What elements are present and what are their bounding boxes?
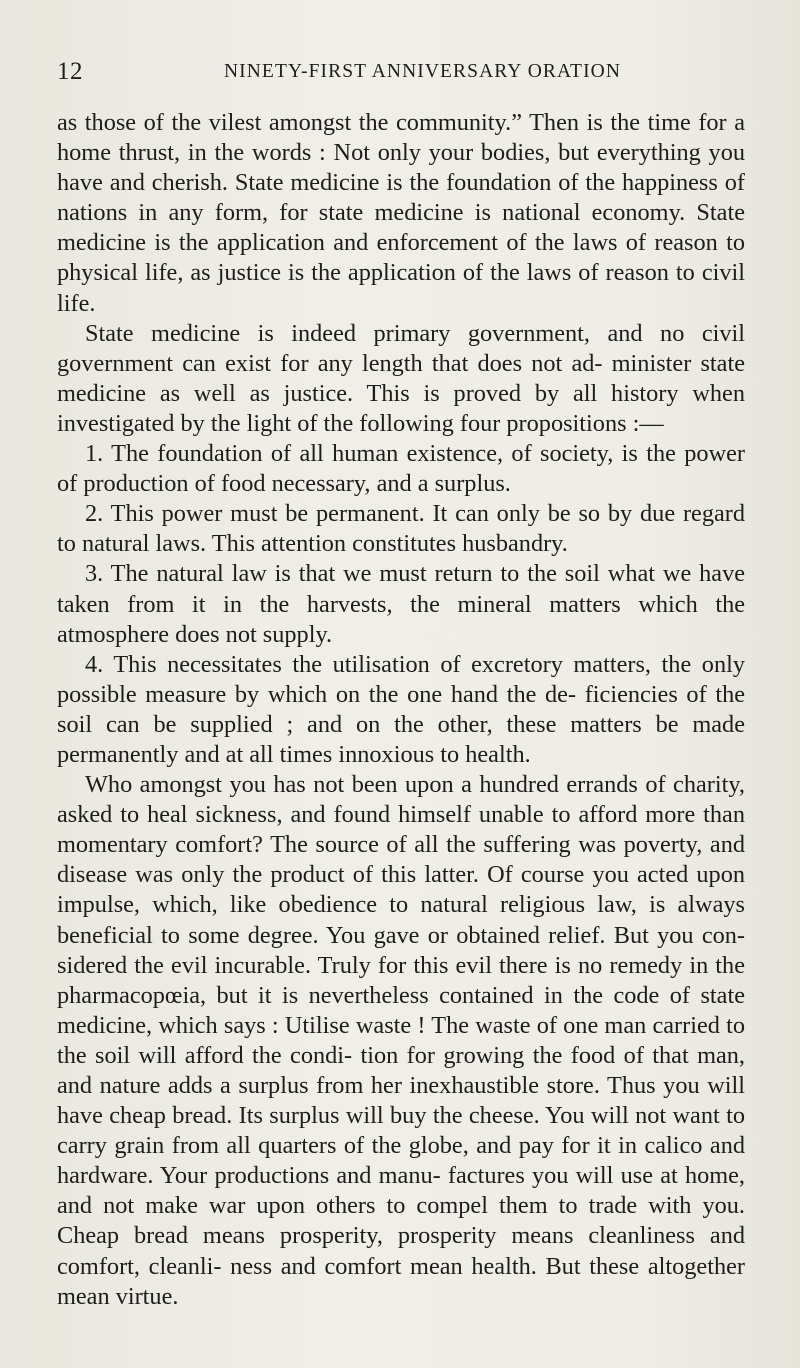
proposition-1: 1. The foundation of all human existence, of society, is the power of production of food necessary, and a surplus.	[57, 440, 745, 498]
running-head: NINETY-FIRST ANNIVERSARY ORATION	[223, 61, 622, 82]
proposition-3: 3. The natural law is that we must return to the soil what we have taken from it in the harvests, the mineral matters which the atmosphere does not supply.	[57, 560, 745, 648]
body-text	[57, 108, 745, 1312]
proposition-4: 4. This necessitates the utilisation of excretory matters, the only possible measure by which on the one hand the de- ficiencies of the soil can be supplied ; and on the other, these matters be made permanently and at all times innoxious to health.	[57, 650, 745, 768]
page-number: 12	[57, 58, 83, 85]
proposition-2: 2. This power must be permanent. It can only be so by due regard to natural laws. This attention constitutes husbandry.	[57, 500, 745, 558]
paragraph-charity: Who amongst you has not been upon a hundred errands of charity, asked to heal sickness, and found himself unable to afford more than momentary comfort? The source of all the suffering was poverty, and disease was only the product of this latter. Of course you acted upon impulse, which, like obedience to natural religious law, is always beneficial to some degree. You gave or obtained relief. But you con- sidered the evil incurable. Truly for this evil there is no remedy in the pharmacopœia, but it is nevertheless contained in the code of state medicine, which says : Utilise waste ! The waste of one man carried to the soil will afford the condi- tion for growing the food of that man, and nature adds a surplus from her inexhaustible store. Thus you will have cheap bread. Its surplus will buy the cheese. You will not want to carry grain from all quarters of the globe, and pay for it in calico and hardware. Your productions and manu- factures you will use at home, and not make war upon others to compel them to trade with you. Cheap bread means prosperity, prosperity means cleanliness and comfort, cleanli- ness and comfort mean health. But these altogether mean virtue.	[57, 771, 745, 1310]
paragraph-state-medicine: State medicine is indeed primary government, and no civil government can exist for any length that does not ad- minister state medicine as well as justice. This is proved by all history when investigated by the light of the following four propositions :—	[57, 319, 745, 437]
paragraph-continuation: as those of the vilest amongst the community.” Then is the time for a home thrust, in the words : Not only your bodies, but everything you have and cherish. State medicine is the foundation of the happiness of nations in any form, for state medicine is national economy. State medicine is the application and enforcement of the laws of reason to physical life, as justice is the application of the laws of reason to civil life.	[57, 109, 745, 317]
page-header	[57, 58, 748, 88]
